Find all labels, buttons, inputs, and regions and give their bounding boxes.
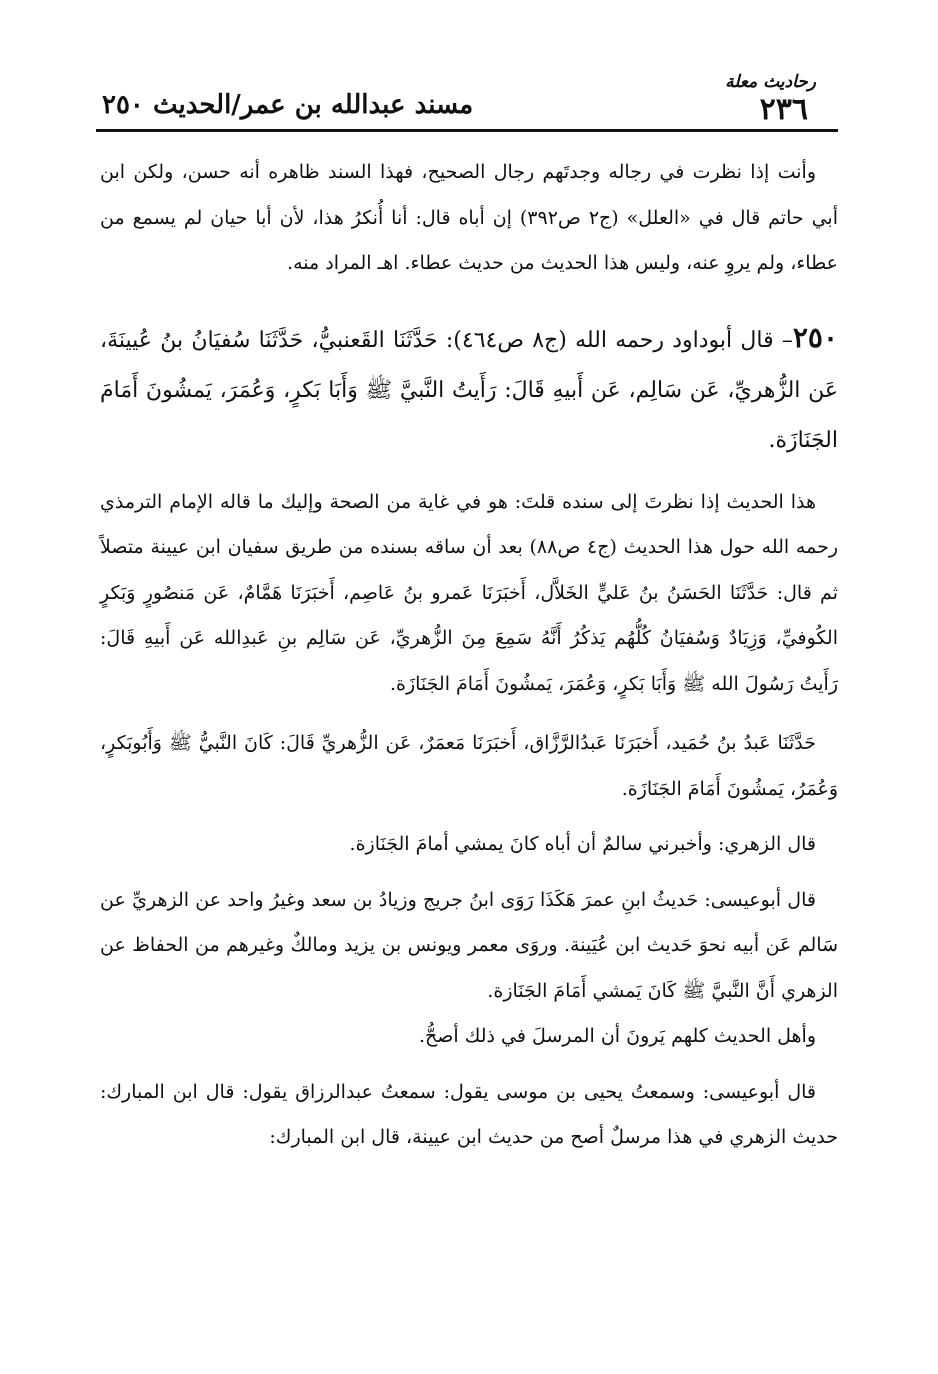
hadith-number: ٢٥٠ — [792, 320, 838, 354]
paragraph-3: حَدَّثَنَا عَبدُ بنُ حُمَيد، أَخبَرَنَا عَبدُالرَّزَّاق، أَخبَرَنَا مَعمَرٌ، عَن الزُّهريِّ قَالَ: كَانَ النَّبيُّ ﷺ وَأَبُوبَكرٍ، وَعُمَرُ، يَمشُونَ أَمَامَ الجَنَازَة. — [100, 732, 838, 800]
hadith-text: قال أبوداود رحمه الله (ج٨ ص٤٦٤): حَدَّثَنَا القَعنبيُّ، حَدَّثَنَا سُفيَانُ بنُ عُيينَةَ، عَن الزُّهريِّ، عَن سَالِم، عَن أَبيهِ قَالَ: رَأَيتُ النَّبيَّ ﷺ وَأَبَا بَكرٍ، وَعُمَرَ، يَمشُونَ أَمَامَ الجَنَازَة. — [100, 327, 838, 453]
paragraph-2: هذا الحديث إذا نظرتَ إلى سنده قلتَ: هو في غاية من الصحة وإليك ما قاله الإمام الترمذي رحمه الله حول هذا الحديث (ج٤ ص٨٨) بعد أن ساقه بسنده من طريق سفيان ابن عيينة متصلاً ثم قال: حَدَّثَنَا الحَسَنُ بنُ عَليٍّ الخَلاَّل، أَخبَرَنَا عَمرو بنُ عَاصِم، أَخبَرَنَا هَمَّامٌ، عَن مَنصُورٍ وَبَكرٍ الكُوفيِّ، وَزِيَادٌ وَسُفيَانُ كُلُّهُم يَذكُرُ أَنَّهُ سَمِعَ مِنَ الزُّهريِّ، عَن سَالِم بنِ عَبدِالله عَن أَبيهِ قَالَ: رَأَيتُ رَسُولَ الله ﷺ وَأَبَا بَكرٍ، وَعُمَرَ، يَمشُونَ أَمَامَ الجَنَازَة. — [100, 490, 838, 695]
running-title: مسند عبدالله بن عمر/الحديث ٢٥٠ — [102, 90, 474, 120]
paragraph-5: قال أبوعيسى: حَديثُ ابنِ عمرَ هَكَذَا رَوَى ابنُ جريج وزيادُ بن سعد وغيرُ واحد عن الزهريِّ عن سَالم عَن أبيه نحوَ حَديث ابن عُيَينة. وروَى معمر ويونس بن يزيد ومالكٌ وغيرهم من الحفاظ عن الزهري أَنَّ النَّبيَّ ﷺ كَانَ يَمشي أَمَامَ الجَنَازة. — [100, 888, 838, 1002]
paragraph-4: قال الزهري: وأخبرني سالمٌ أن أباه كانَ يمشي أمامَ الجَنَازة. — [349, 833, 816, 855]
paragraph-1: وأنت إذا نظرت في رجاله وجدتَهم رجال الصحيح، فهذا السند ظاهره أنه حسن، ولكن ابن أبي حاتم قال في «العلل» (ج٢ ص٣٩٢) إن أباه قال: أنا أُنكرُ هذا، لأن أبا حيان لم يسمع من عطاء، ولم يروِ عنه، وليس هذا الحديث من حديث عطاء. اهـ المراد منه. — [100, 161, 838, 274]
hadith-paragraph — [100, 313, 838, 466]
page-body — [100, 150, 838, 1161]
page-header — [96, 70, 838, 130]
paragraph-7: قال أبوعيسى: وسمعتُ يحيى بن موسى يقول: سمعتُ عبدالرزاق يقول: قال ابن المبارك: حديث الزهري في هذا مرسلٌ أصح من حديث ابن عيينة، قال ابن المبارك: — [100, 1080, 838, 1148]
header-rule — [96, 129, 838, 132]
handwritten-note: رحاديث معلة — [725, 72, 816, 92]
hadith-dash: – — [773, 327, 793, 353]
paragraph-6: وأهل الحديث كلهم يَرونَ أن المرسلَ في ذلك أصحُّ. — [418, 1025, 816, 1047]
page-number: ٢٣٦ — [759, 92, 808, 127]
